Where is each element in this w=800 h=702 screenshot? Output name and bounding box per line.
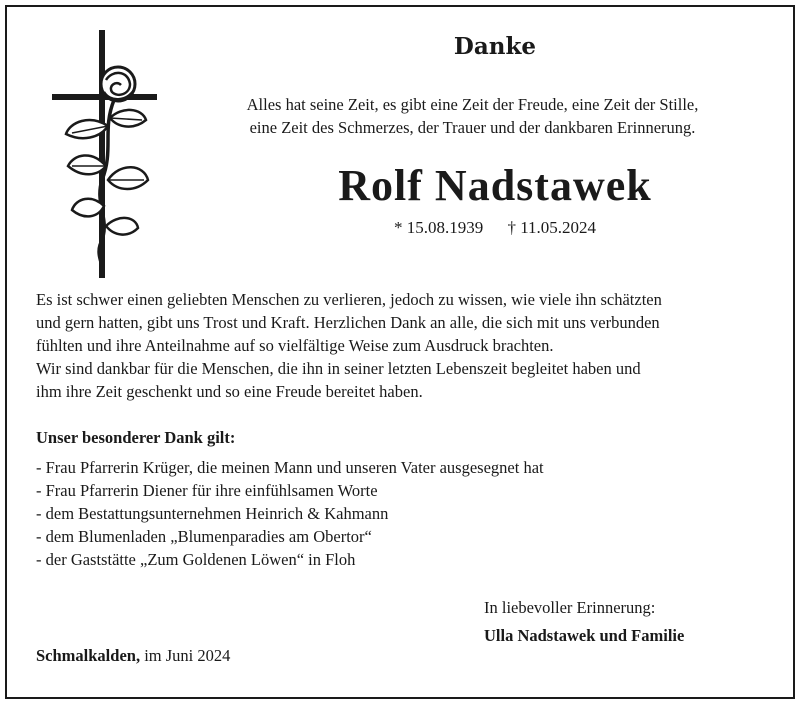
cross-with-rose-icon (52, 30, 162, 280)
body-line: Wir sind dankbar für die Menschen, die ihn in seiner letzten Lebenszeit begleitet haben und (36, 359, 641, 378)
list-item: - der Gaststätte „Zum Goldenen Löwen“ in Floh (36, 550, 356, 569)
motto-quote (170, 93, 775, 139)
special-thanks-title: Unser besonderer Dank gilt: (36, 428, 236, 447)
heading-danke: Danke (453, 33, 537, 60)
thank-you-text (36, 288, 776, 403)
closing-signature (484, 594, 684, 650)
motto-line: Alles hat seine Zeit, es gibt eine Zeit der Freude, eine Zeit der Stille, (246, 95, 699, 114)
family-signature: Ulla Nadstawek und Familie (484, 626, 685, 645)
body-line: Es ist schwer einen geliebten Menschen zu verlieren, jedoch zu wissen, wie viele ihn schätzten (36, 290, 662, 309)
list-item: - Frau Pfarrerin Diener für ihre einfühlsamen Worte (36, 481, 378, 500)
list-item: - dem Bestattungsunternehmen Heinrich & Kahmann (36, 504, 389, 523)
birth-date: * 15.08.1939 (393, 218, 484, 237)
motto-line: eine Zeit des Schmerzes, der Trauer und der dankbaren Erinnerung. (249, 118, 696, 137)
closing-line: In liebevoller Erinnerung: (484, 598, 656, 617)
list-item: - Frau Pfarrerin Krüger, die meinen Mann und unseren Vater ausgesegnet hat (36, 458, 544, 477)
place-and-date (36, 646, 230, 666)
death-date: † 11.05.2024 (507, 218, 597, 237)
body-line: und gern hatten, gibt uns Trost und Kraft. Herzlichen Dank an alle, die sich mit uns verbunden (36, 313, 660, 332)
life-dates (330, 218, 660, 238)
deceased-name: Rolf Nadstawek (338, 161, 652, 210)
place-date: im Juni 2024 (144, 646, 231, 665)
special-thanks-list (36, 456, 776, 571)
body-line: ihm ihre Zeit geschenkt und so eine Freude bereitet haben. (36, 382, 423, 401)
list-item: - dem Blumenladen „Blumenparadies am Obertor“ (36, 527, 372, 546)
body-line: fühlten und ihre Anteilnahme auf so vielfältige Weise zum Ausdruck brachten. (36, 336, 554, 355)
place-town: Schmalkalden, (36, 646, 141, 665)
